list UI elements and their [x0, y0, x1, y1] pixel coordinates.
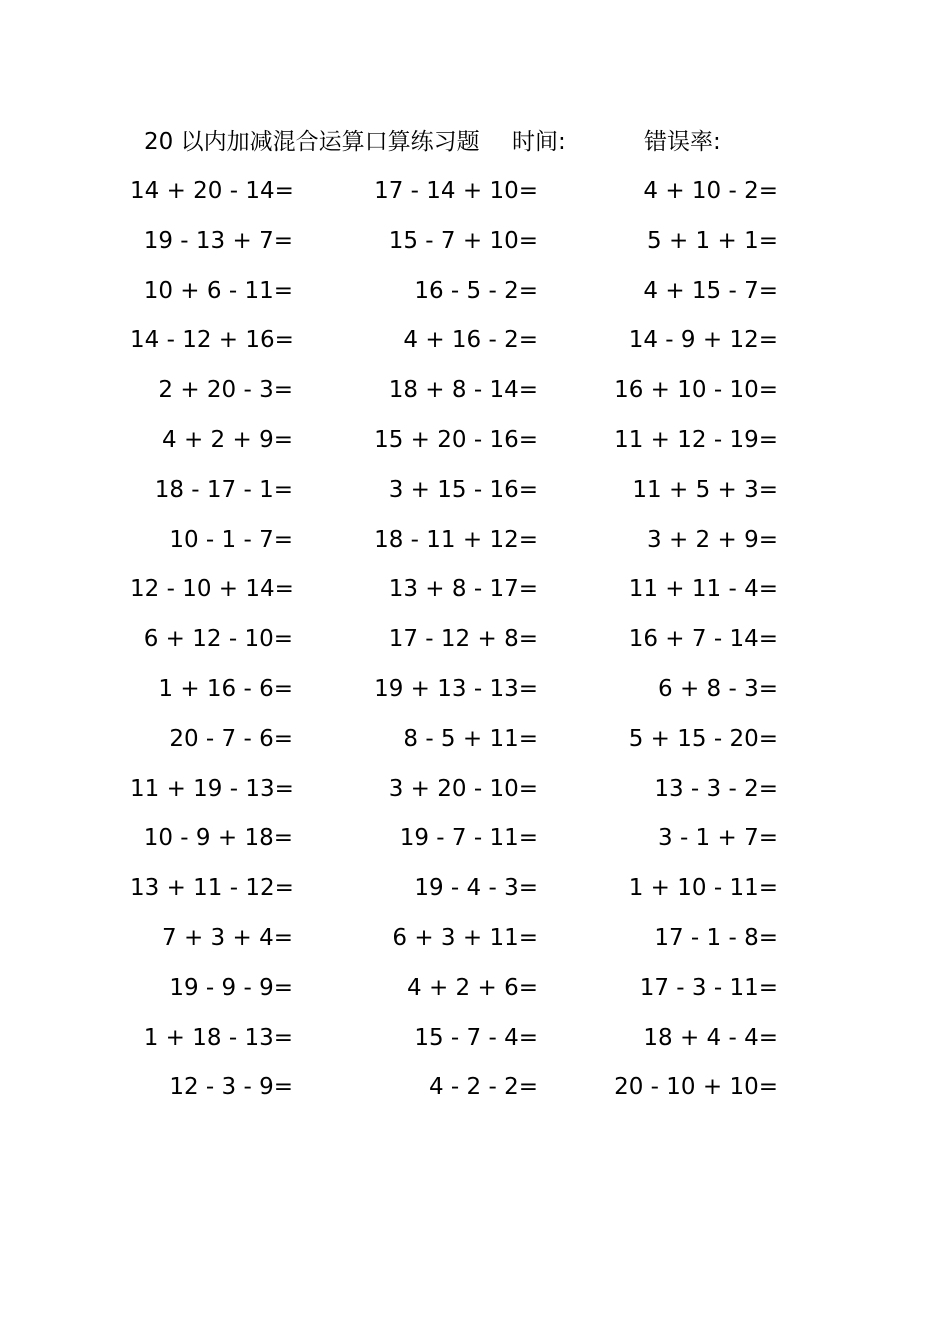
math-problem: 13 + 11 - 12= — [130, 875, 294, 902]
problem-row — [0, 466, 950, 516]
math-problem: 18 + 8 - 14= — [388, 377, 538, 404]
math-problem: 1 + 18 - 13= — [143, 1024, 293, 1051]
math-problem: 14 + 20 - 14= — [130, 178, 294, 204]
problem-row — [0, 167, 950, 217]
problem-grid — [0, 167, 950, 1113]
worksheet-title: 20 以内加减混合运算口算练习题 — [144, 129, 480, 155]
math-problem: 3 + 15 - 16= — [388, 476, 538, 503]
problem-row — [0, 366, 950, 416]
math-problem: 6 + 12 - 10= — [143, 626, 293, 653]
problem-row — [0, 864, 950, 914]
math-problem: 18 + 4 - 4= — [643, 1024, 778, 1051]
problem-row — [0, 665, 950, 715]
problem-row — [0, 814, 950, 864]
math-problem: 18 - 11 + 12= — [374, 526, 538, 553]
math-problem: 12 - 3 - 9= — [169, 1074, 293, 1101]
math-problem: 17 - 14 + 10= — [374, 178, 538, 204]
math-problem: 4 + 2 + 6= — [407, 974, 538, 1001]
math-problem: 5 + 15 - 20= — [628, 725, 778, 752]
math-problem: 11 + 11 - 4= — [628, 576, 778, 603]
math-problem: 4 + 15 - 7= — [643, 277, 778, 304]
math-problem: 20 - 7 - 6= — [169, 725, 293, 752]
math-problem: 17 - 1 - 8= — [654, 924, 778, 951]
math-problem: 7 + 3 + 4= — [162, 924, 293, 951]
math-problem: 19 - 9 - 9= — [169, 974, 293, 1001]
math-problem: 4 + 16 - 2= — [403, 327, 538, 354]
math-problem: 11 + 12 - 19= — [614, 426, 778, 453]
problem-row — [0, 715, 950, 765]
math-problem: 10 + 6 - 11= — [143, 277, 293, 304]
problem-row — [0, 217, 950, 267]
problem-row — [0, 615, 950, 665]
problem-row — [0, 1063, 950, 1113]
math-problem: 1 + 10 - 11= — [628, 875, 778, 902]
math-problem: 4 + 2 + 9= — [162, 426, 293, 453]
math-problem: 16 + 7 - 14= — [628, 626, 778, 653]
worksheet-header — [144, 124, 844, 160]
math-problem: 13 + 8 - 17= — [388, 576, 538, 603]
time-label: 时间: — [512, 129, 566, 155]
math-problem: 20 - 10 + 10= — [614, 1074, 778, 1101]
math-problem: 3 + 2 + 9= — [647, 526, 778, 553]
math-problem: 4 - 2 - 2= — [428, 1074, 538, 1101]
problem-row — [0, 765, 950, 815]
math-problem: 15 - 7 + 10= — [388, 227, 538, 254]
math-problem: 17 - 12 + 8= — [388, 626, 538, 653]
math-problem: 5 + 1 + 1= — [647, 227, 778, 254]
math-problem: 16 - 5 - 2= — [414, 277, 538, 304]
math-problem: 4 + 10 - 2= — [643, 178, 778, 204]
math-problem: 14 - 12 + 16= — [130, 327, 294, 354]
math-problem: 2 + 20 - 3= — [158, 377, 293, 404]
problem-row — [0, 1014, 950, 1064]
problem-row — [0, 267, 950, 317]
math-problem: 12 - 10 + 14= — [130, 576, 294, 603]
problem-row — [0, 516, 950, 566]
math-problem: 18 - 17 - 1= — [154, 476, 293, 503]
math-problem: 8 - 5 + 11= — [403, 725, 538, 752]
problem-row — [0, 964, 950, 1014]
math-problem: 15 + 20 - 16= — [374, 426, 538, 453]
math-problem: 19 - 13 + 7= — [143, 227, 293, 254]
math-problem: 10 - 1 - 7= — [169, 526, 293, 553]
math-problem: 19 - 7 - 11= — [399, 825, 538, 852]
math-problem: 10 - 9 + 18= — [143, 825, 293, 852]
math-problem: 3 + 20 - 10= — [388, 775, 538, 802]
math-problem: 15 - 7 - 4= — [414, 1024, 538, 1051]
math-problem: 3 - 1 + 7= — [658, 825, 778, 852]
math-problem: 17 - 3 - 11= — [639, 974, 778, 1001]
math-problem: 11 + 5 + 3= — [632, 476, 778, 503]
math-problem: 16 + 10 - 10= — [614, 377, 778, 404]
math-problem: 11 + 19 - 13= — [130, 775, 294, 802]
math-problem: 13 - 3 - 2= — [654, 775, 778, 802]
math-problem: 1 + 16 - 6= — [158, 675, 293, 702]
error-rate-label: 错误率: — [644, 129, 721, 155]
math-problem: 6 + 3 + 11= — [392, 924, 538, 951]
math-problem: 6 + 8 - 3= — [658, 675, 778, 702]
problem-row — [0, 914, 950, 964]
problem-row — [0, 416, 950, 466]
problem-row — [0, 316, 950, 366]
math-problem: 19 + 13 - 13= — [374, 675, 538, 702]
math-problem: 19 - 4 - 3= — [414, 875, 538, 902]
math-problem: 14 - 9 + 12= — [628, 327, 778, 354]
problem-row — [0, 565, 950, 615]
